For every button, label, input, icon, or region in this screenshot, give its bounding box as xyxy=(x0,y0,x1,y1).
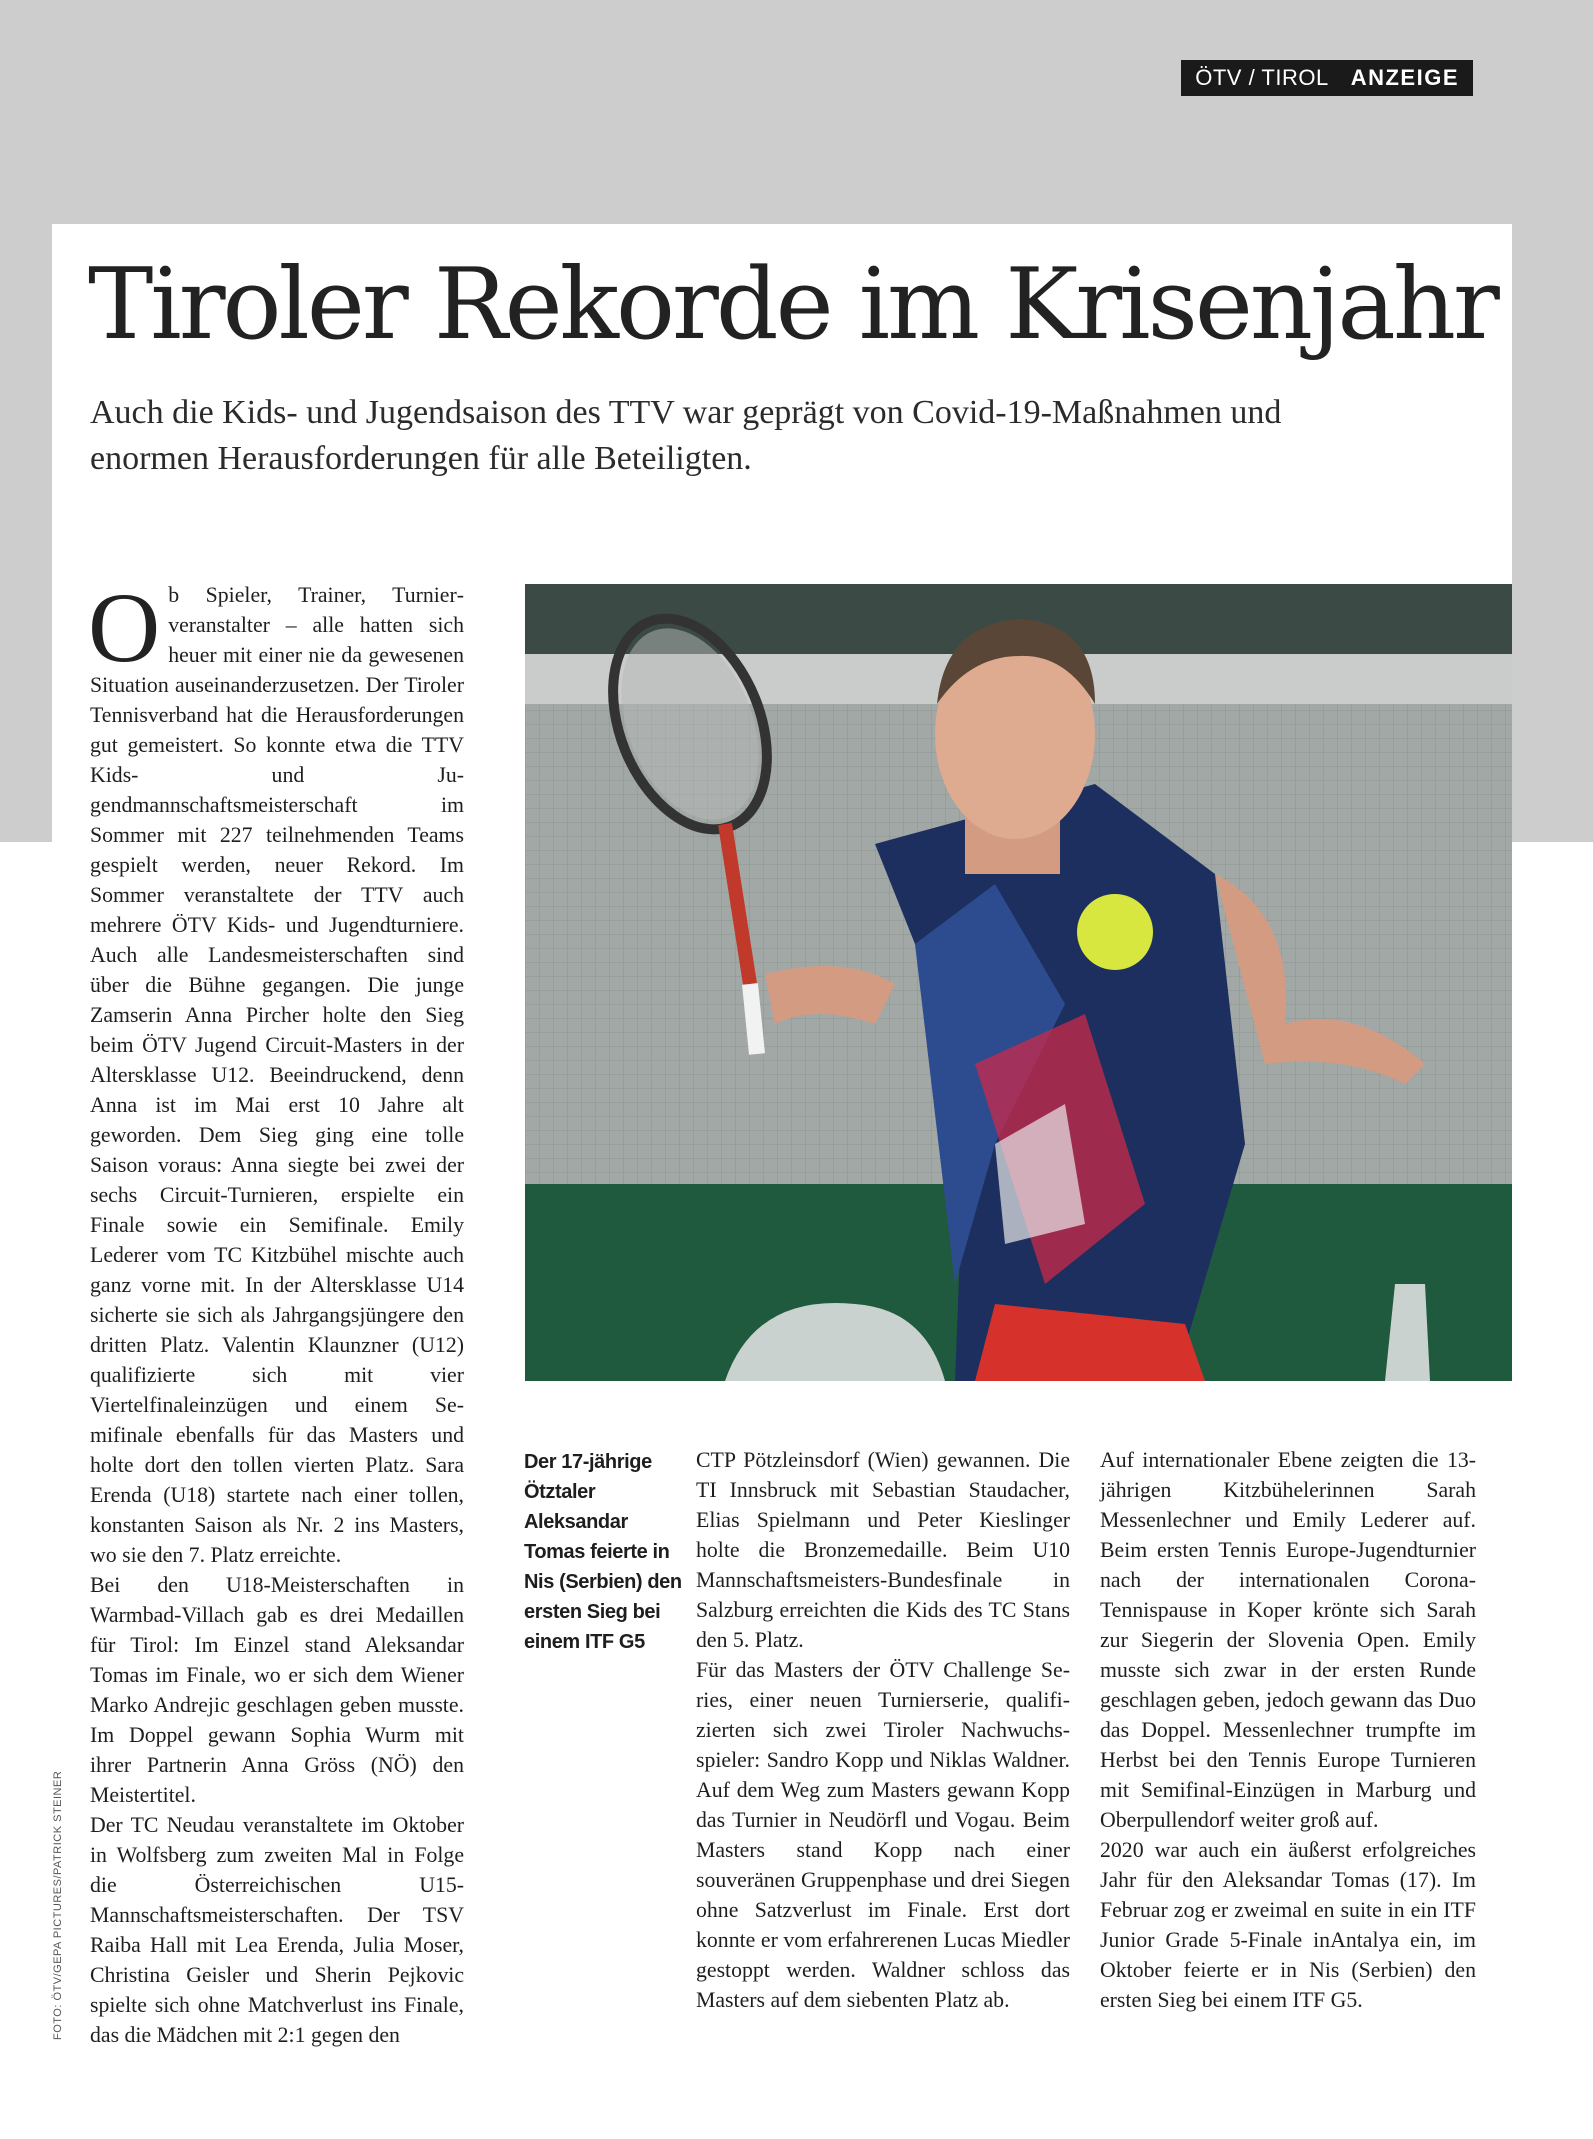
paragraph xyxy=(88,572,464,1570)
article-lead: Auch die Kids- und Jugendsaison des TTV war geprägt von Covid-19-Maßnahmen und enormen Herausforderungen für alle Beteiligten. xyxy=(90,394,1282,477)
text-column-1 xyxy=(88,572,464,2050)
photo-credit: FOTO: ÖTV/GEPA PICTURES/PATRICK STEINER xyxy=(52,1770,64,2040)
article-title: Tiroler Rekorde im Krisenjahr xyxy=(88,248,1497,362)
paragraph: Für das Masters der ÖTV Challenge Series, einer neuen Turnierserie, qualifizierten sich zwei Tiroler Nachwuchsspieler: Sandro Kopp und Niklas Waldner. Auf dem Weg zum Masters gewann Kopp das Turnier in Neudörfl und Vogau. Beim Masters stand Kopp nach einer souveränen Gruppenphase und drei Siegen ohne Satzverlust im Finale. Erst dort konnte er vom erfahrerenen Lucas Miedler gestoppt werden. Waldner schloss das Masters auf dem siebenten Platz ab. xyxy=(696,1658,1070,2012)
article-photo xyxy=(525,584,1512,1381)
paragraph: Der TC Neudau veranstaltete im Oktober in Wolfsberg zum zweiten Mal in Folge die Österreichischen U15-Mannschaftsmeisterschaften. Der TSV Raiba Hall mit Lea Erenda, Julia Moser, Christina Geisler und Sherin Pejkovic spielte sich ohne Matchverlust ins Finale, das die Mädchen mit 2:1 gegen den xyxy=(90,1813,464,2047)
paragraph: Bei den U18-Meisterschaften in Warmbad-Villach gab es drei Medaillen für Tirol: Im Einzel stand Aleksandar Tomas im Finale, wo er sich dem Wiener Marko Andrejic geschlagen geben musste. Im Doppel gewann Sophia Wurm mit ihrer Partnerin Anna Gröss (NÖ) den Meistertitel. xyxy=(90,1573,464,1807)
advertisement-label: ANZEIGE xyxy=(1350,65,1459,90)
drop-cap: O xyxy=(88,572,161,683)
section-label: ÖTV / TIROL xyxy=(1195,65,1329,90)
text-column-3 xyxy=(696,1445,1070,2015)
paragraph: CTP Pötzleinsdorf (Wien) gewannen. Die TI Innsbruck mit Sebastian Staudacher, Elias Spielmann und Peter Kieslinger holte die Bronzemedaille. Beim U10 Mannschaftsmeisters-Bundesfinale in Salzburg erreichten die Kids des TC Stans den 5. Platz. xyxy=(696,1448,1070,1652)
paragraph: Auf internationaler Ebene zeigten die 13-jährigen Kitzbühelerinnen Sarah Messenlechner und Emily Lederer auf. Beim ersten Tennis Europe-Jugendturnier nach der internationalen Corona-Tennispause in Koper krönte sich Sarah zur Siegerin der Slovenia Open. Emily musste sich zwar in der ersten Runde geschlagen geben, jedoch gewann das Duo das Doppel. Messenlechner trumpfte im Herbst bei den Tennis Europe Turnieren mit Semifinal-Einzügen in Marburg und Oberpullendorf weiter groß auf. xyxy=(1100,1448,1476,1832)
tennis-player-photo xyxy=(525,584,1512,1381)
section-tag xyxy=(1181,60,1473,96)
paragraph: 2020 war auch ein äußerst erfolgreiches Jahr für den Aleksandar Tomas (17). Im Februar zog er zweimal en suite in ein ITF Junior Grade 5-Finale inAntalya ein, im Oktober feierte er in Nis (Serbien) den ersten Sieg bei einem ITF G5. xyxy=(1100,1838,1476,2012)
text-column-4 xyxy=(1100,1445,1476,2015)
photo-caption: Der 17-jährige Ötztaler Aleksandar Tomas feierte in Nis (Serbien) den ersten Sieg bei einem ITF G5 xyxy=(524,1451,682,1653)
paragraph-text: b Spieler, Trainer, Turnierveranstalter – alle hatten sich heuer mit einer nie da gewesenen Situation auseinanderzusetzen. Der Tiroler Tennisverband hat die Herausforderungen gut gemeistert. So konnte etwa die TTV Kids- und Jugendmannschaftsmeisterschaft im Sommer mit 227 teilnehmenden Teams gespielt werden, neuer Rekord. Im Sommer veranstaltete der TTV auch mehrere ÖTV Kids- und Jugendturniere. Auch alle Landesmeisterschaften sind über die Bühne gegangen. Die junge Zamserin Anna Pircher holte den Sieg beim ÖTV Jugend Circuit-Masters in der Altersklasse U12. Beeindruckend, denn Anna ist im Mai erst 10 Jahre alt geworden. Dem Sieg ging eine tolle Saison voraus: Anna siegte bei zwei der sechs Circuit-Turnieren, erspielte ein Finale sowie ein Semifinale. Emily Lederer vom TC Kitzbühel mischte auch ganz vorne mit. In der Altersklasse U14 sicherte sie sich als Jahrgangsjüngere den dritten Platz. Valentin Klaunzner (U12) qualifizierte sich mit vier Viertelfinaleinzügen und einem Semifinale ebenfalls für das Masters und holte dort den tollen vierten Platz. Sara Erenda (U18) startete nach einer tollen, konstanten Saison als Nr. 2 ins Masters, wo sie den 7. Platz erreichte. xyxy=(90,583,464,1567)
